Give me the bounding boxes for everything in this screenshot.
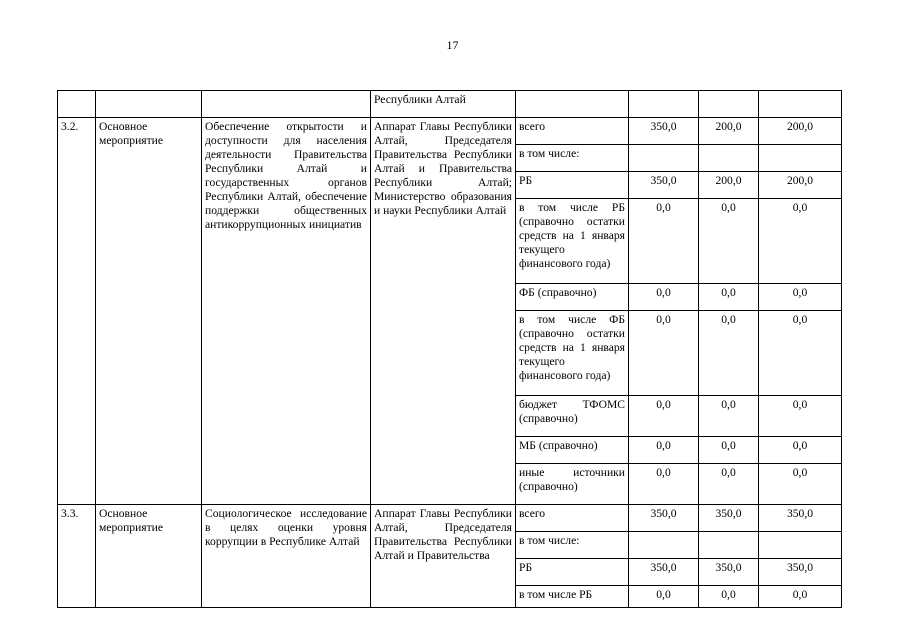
cell-value-2: 0,0 [699,437,759,464]
cell-value-1: 350,0 [629,505,699,532]
cell-name: Социологическое исследование в целях оценки уровня коррупции в Республике Алтай [202,505,371,608]
cell-value-3 [759,145,842,172]
cell-value-2: 0,0 [699,586,759,608]
cell-value-3: 350,0 [759,505,842,532]
cell-value-3: 0,0 [759,311,842,396]
cell-value-2: 200,0 [699,172,759,199]
cell-value-3: 200,0 [759,118,842,145]
cell-executor: Аппарат Главы Республики Алтай, Председателя Правительства Республики Алтай и Правительства [371,505,516,608]
cell-value-1: 350,0 [629,172,699,199]
cell-value-3: 0,0 [759,396,842,437]
cell-value-1 [629,145,699,172]
cell-source: РБ [516,172,629,199]
cell-value-2: 0,0 [699,284,759,311]
cell-value-2: 0,0 [699,396,759,437]
cell-value-3: 350,0 [759,559,842,586]
cell-source: в том числе ФБ (справочно остатки средств на 1 января текущего финансового года) [516,311,629,396]
cell-type: Основное мероприятие [96,118,202,505]
cell-source: МБ (справочно) [516,437,629,464]
cell-value-1 [629,91,699,118]
cell-value-3: 0,0 [759,199,842,284]
table-row [58,118,842,145]
cell-value-2: 200,0 [699,118,759,145]
cell-source: всего [516,118,629,145]
cell-value-1: 0,0 [629,284,699,311]
cell-name [202,91,371,118]
cell-value-2: 0,0 [699,311,759,396]
cell-name: Обеспечение открытости и доступности для населения деятельности Правительства Республики Алтай и государственных органов Республики Алтай, обеспечение поддержки общественных антикоррупционных инициатив [202,118,371,505]
cell-value-2 [699,145,759,172]
cell-value-2: 0,0 [699,464,759,505]
cell-value-2: 350,0 [699,559,759,586]
cell-value-1: 350,0 [629,118,699,145]
cell-value-3: 0,0 [759,437,842,464]
cell-source [516,91,629,118]
cell-source: бюджет ТФОМС (справочно) [516,396,629,437]
cell-source: в том числе: [516,145,629,172]
cell-value-3: 0,0 [759,586,842,608]
cell-source: ФБ (справочно) [516,284,629,311]
cell-value-2: 350,0 [699,505,759,532]
cell-value-3: 0,0 [759,464,842,505]
cell-value-3 [759,91,842,118]
cell-executor: Республики Алтай [371,91,516,118]
cell-source: в том числе РБ [516,586,629,608]
cell-source: иные источники (справочно) [516,464,629,505]
cell-num: 3.3. [58,505,96,608]
cell-num [58,91,96,118]
program-activities-table [57,90,842,608]
page-number: 17 [446,38,459,52]
cell-value-1: 0,0 [629,586,699,608]
cell-value-1: 0,0 [629,396,699,437]
cell-value-3: 200,0 [759,172,842,199]
cell-source: всего [516,505,629,532]
cell-value-1: 0,0 [629,199,699,284]
cell-value-1: 0,0 [629,464,699,505]
cell-num: 3.2. [58,118,96,505]
cell-value-1: 350,0 [629,559,699,586]
cell-value-1: 0,0 [629,311,699,396]
cell-value-1: 0,0 [629,437,699,464]
cell-value-2: 0,0 [699,199,759,284]
table-row [58,505,842,532]
cell-type: Основное мероприятие [96,505,202,608]
cell-executor: Аппарат Главы Республики Алтай, Председателя Правительства Республики Алтай и Правительства Республики Алтай; Министерство образования и науки Республики Алтай [371,118,516,505]
table-row [58,91,842,118]
cell-source: в том числе: [516,532,629,559]
cell-value-3: 0,0 [759,284,842,311]
cell-source: в том числе РБ (справочно остатки средств на 1 января текущего финансового года) [516,199,629,284]
cell-source: РБ [516,559,629,586]
cell-value-2 [699,91,759,118]
cell-value-2 [699,532,759,559]
cell-value-3 [759,532,842,559]
cell-value-1 [629,532,699,559]
cell-type [96,91,202,118]
